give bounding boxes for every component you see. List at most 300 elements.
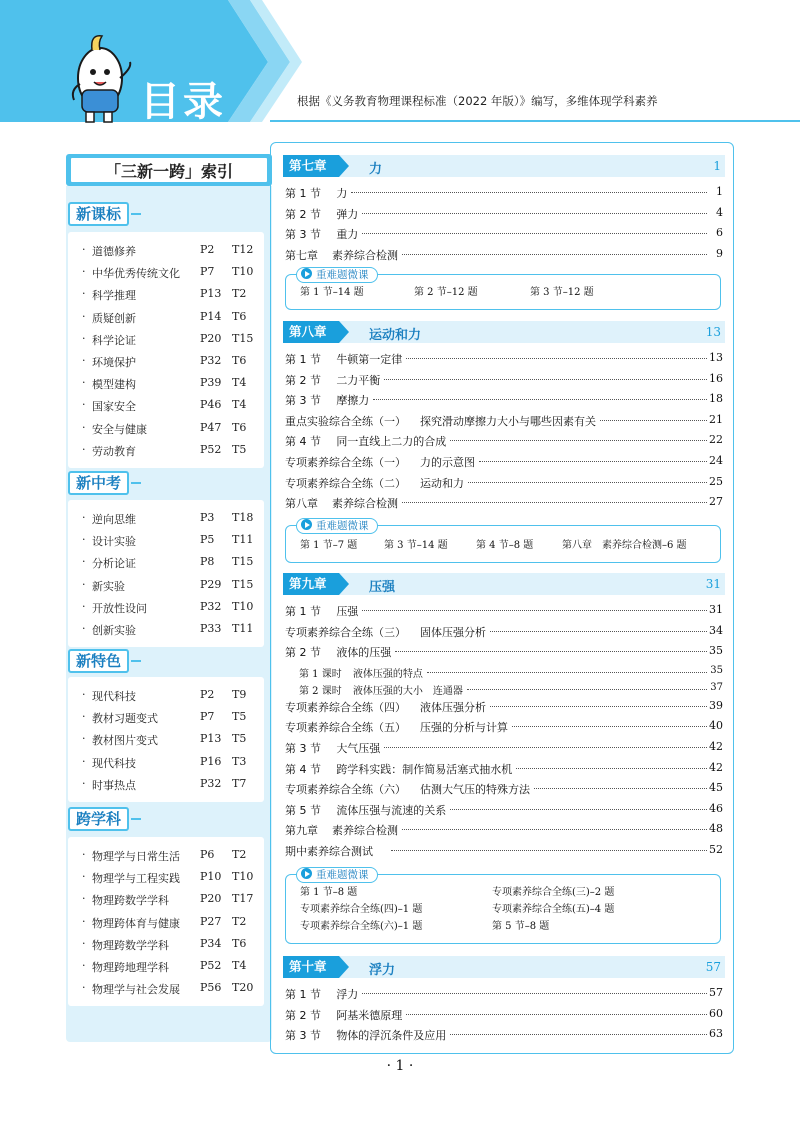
bullet-icon: · bbox=[82, 442, 86, 456]
index-item-page: P3 bbox=[200, 511, 215, 524]
index-item-page: P13 bbox=[200, 287, 222, 301]
index-item-name: 设计实验 bbox=[92, 535, 136, 549]
index-item-name: 物理学与工程实践 bbox=[92, 872, 180, 886]
index-item-question: T10 bbox=[232, 265, 254, 279]
index-item[interactable] bbox=[68, 912, 264, 934]
micro-lesson-label: 重难题微课 bbox=[316, 269, 369, 281]
dot-leader bbox=[406, 1014, 707, 1015]
entry-page: 37 bbox=[710, 681, 723, 693]
entry-title: 压强 bbox=[336, 605, 359, 618]
index-item-name: 物理跨地理学科 bbox=[92, 960, 169, 974]
toc-subentry[interactable] bbox=[285, 680, 725, 698]
index-item-page: P8 bbox=[200, 555, 215, 569]
index-item-name: 环境保护 bbox=[92, 355, 136, 369]
index-item-name: 创新实验 bbox=[92, 623, 136, 637]
index-category-list bbox=[68, 232, 264, 468]
index-item-question: T3 bbox=[232, 754, 247, 768]
dot-leader bbox=[402, 254, 707, 255]
toc-entry[interactable] bbox=[285, 800, 725, 818]
entry-label: 第 3 节 bbox=[285, 394, 321, 408]
index-item-question: T5 bbox=[232, 442, 247, 456]
entry-title: 同一直线上二力的合成 bbox=[336, 435, 447, 449]
index-item-question: T6 bbox=[232, 420, 247, 434]
toc-subentry[interactable] bbox=[285, 663, 725, 681]
index-item-question: T10 bbox=[232, 599, 254, 613]
entry-page: 6 bbox=[716, 226, 723, 240]
index-item-question: T5 bbox=[232, 710, 247, 724]
table-of-contents bbox=[270, 142, 734, 1054]
index-item-question: T4 bbox=[232, 376, 247, 390]
index-item[interactable] bbox=[68, 752, 264, 774]
index-item-name: 新实验 bbox=[92, 579, 125, 593]
entry-page: 42 bbox=[709, 740, 723, 753]
index-item-page: P52 bbox=[200, 442, 222, 456]
index-item[interactable] bbox=[68, 351, 264, 373]
index-item-page: P20 bbox=[200, 892, 222, 906]
index-item[interactable] bbox=[68, 307, 264, 329]
index-item-page: P14 bbox=[200, 309, 222, 323]
index-item-question: T15 bbox=[232, 555, 254, 569]
index-item-page: P33 bbox=[200, 621, 222, 635]
chapter-title: 压强 bbox=[369, 580, 396, 595]
index-item-question: T11 bbox=[232, 533, 254, 547]
bullet-icon: · bbox=[82, 420, 86, 434]
dot-leader bbox=[600, 420, 707, 421]
bullet-icon: · bbox=[82, 533, 86, 547]
index-item[interactable] bbox=[68, 284, 264, 306]
index-item-page: P47 bbox=[200, 420, 222, 434]
index-item[interactable] bbox=[68, 552, 264, 574]
index-item[interactable] bbox=[68, 845, 264, 867]
entry-title: 压强的分析与计算 bbox=[419, 721, 508, 735]
index-item-question: T11 bbox=[232, 621, 254, 635]
dot-leader bbox=[512, 726, 707, 727]
index-category-list bbox=[68, 500, 264, 647]
entry-title: 液体压强的大小 连通器 bbox=[352, 685, 463, 697]
dot-leader bbox=[406, 358, 707, 359]
index-item-name: 现代科技 bbox=[92, 690, 136, 703]
index-item-page: P7 bbox=[200, 265, 215, 279]
index-item[interactable] bbox=[68, 329, 264, 351]
dot-leader bbox=[402, 502, 707, 503]
micro-lesson-item[interactable]: 第 4 节–8 题 bbox=[476, 540, 534, 551]
toc-entry[interactable] bbox=[285, 622, 725, 640]
entry-label: 第 2 节 bbox=[285, 646, 321, 660]
entry-page: 42 bbox=[709, 760, 723, 774]
play-icon bbox=[301, 268, 312, 279]
entry-page: 45 bbox=[709, 781, 723, 795]
index-item-name: 科学推理 bbox=[92, 289, 136, 303]
entry-page: 31 bbox=[709, 603, 723, 616]
chapter-number: 第十章 bbox=[283, 956, 339, 978]
chapter-number: 第九章 bbox=[283, 573, 339, 595]
index-item-question: T15 bbox=[232, 577, 254, 591]
entry-page: 9 bbox=[716, 246, 723, 260]
index-item-question: T2 bbox=[232, 287, 247, 301]
chapter-page: 31 bbox=[705, 577, 721, 591]
index-item[interactable] bbox=[68, 934, 264, 956]
dot-leader bbox=[351, 192, 707, 193]
entry-title: 牛顿第一定律 bbox=[336, 353, 403, 366]
index-item[interactable] bbox=[68, 262, 264, 284]
index-item-name: 中华优秀传统文化 bbox=[92, 267, 180, 281]
chapter-title: 运动和力 bbox=[369, 328, 422, 343]
index-item[interactable] bbox=[68, 395, 264, 417]
entry-page: 18 bbox=[709, 392, 723, 406]
chapter-number: 第八章 bbox=[283, 321, 339, 343]
dot-leader bbox=[362, 610, 707, 611]
entry-label: 第八章 bbox=[285, 497, 318, 511]
entry-title: 素养综合检测 bbox=[331, 824, 398, 838]
index-item-page: P27 bbox=[200, 914, 222, 928]
bullet-icon: · bbox=[82, 309, 86, 323]
micro-lesson-item[interactable]: 专项素养综合全练(五)–4 题 bbox=[492, 904, 615, 915]
dot-leader bbox=[534, 788, 707, 789]
toc-entry[interactable] bbox=[285, 717, 725, 735]
toc-entry[interactable] bbox=[285, 1005, 725, 1023]
index-item-page: P39 bbox=[200, 376, 222, 390]
entry-label: 期中素养综合测试 bbox=[285, 845, 373, 858]
entry-label: 第九章 bbox=[285, 824, 318, 838]
entry-title: 浮力 bbox=[336, 988, 359, 1001]
micro-lesson-label: 重难题微课 bbox=[316, 869, 369, 881]
index-item-name: 国家安全 bbox=[92, 400, 136, 414]
entry-title: 液体压强分析 bbox=[419, 700, 486, 714]
entry-label: 第 3 节 bbox=[285, 228, 321, 242]
entry-page: 25 bbox=[709, 474, 723, 488]
micro-lesson-item[interactable]: 专项素养综合全练(三)–2 题 bbox=[492, 887, 615, 898]
entry-title: 液体压强的特点 bbox=[352, 668, 423, 680]
entry-label: 第 1 节 bbox=[285, 353, 321, 366]
index-item-question: T6 bbox=[232, 353, 247, 367]
toc-entry[interactable] bbox=[285, 224, 725, 242]
entry-title: 力的示意图 bbox=[419, 456, 475, 469]
micro-lesson-box bbox=[285, 869, 721, 944]
index-item-question: T7 bbox=[232, 776, 247, 790]
toc-entry[interactable] bbox=[285, 245, 725, 263]
index-item[interactable] bbox=[68, 867, 264, 889]
entry-page: 27 bbox=[709, 495, 723, 509]
micro-lesson-item[interactable]: 第 1 节–8 题 bbox=[300, 887, 358, 898]
bullet-icon: · bbox=[82, 511, 86, 524]
index-item[interactable] bbox=[68, 418, 264, 440]
index-item[interactable] bbox=[68, 530, 264, 552]
toc-entry[interactable] bbox=[285, 370, 725, 388]
index-item-name: 物理跨数学学科 bbox=[92, 894, 169, 908]
micro-lesson-item[interactable]: 专项素养综合全练(六)–1 题 bbox=[300, 921, 423, 932]
micro-lesson-tag[interactable] bbox=[296, 267, 378, 283]
index-item-page: P5 bbox=[200, 533, 215, 547]
micro-lesson-item[interactable]: 第 2 节–12 题 bbox=[414, 287, 478, 298]
index-item-page: P32 bbox=[200, 599, 222, 613]
toc-entry[interactable] bbox=[285, 183, 725, 201]
bullet-icon: · bbox=[82, 710, 86, 724]
entry-title: 物体的浮沉条件及应用 bbox=[336, 1029, 447, 1043]
entry-label: 第 3 节 bbox=[285, 742, 321, 755]
dot-leader bbox=[516, 768, 707, 769]
bullet-icon: · bbox=[82, 577, 86, 591]
chapter-number: 第七章 bbox=[283, 155, 339, 177]
entry-title: 运动和力 bbox=[419, 476, 464, 490]
entry-page: 35 bbox=[710, 664, 723, 676]
index-item[interactable] bbox=[68, 707, 264, 729]
micro-lesson-item[interactable]: 第 1 节–7 题 bbox=[300, 540, 358, 551]
index-category-tag: 新课标 bbox=[68, 202, 129, 226]
page-header bbox=[0, 0, 800, 125]
entry-label: 第 4 节 bbox=[285, 435, 321, 449]
entry-page: 52 bbox=[709, 843, 723, 856]
entry-page: 57 bbox=[709, 986, 723, 999]
micro-lesson-box bbox=[285, 269, 721, 310]
entry-page: 1 bbox=[716, 185, 723, 198]
entry-label: 专项素养综合全练（三） bbox=[285, 625, 406, 639]
index-item-page: P10 bbox=[200, 870, 222, 884]
entry-page: 24 bbox=[709, 454, 723, 467]
entry-label: 专项素养综合全练（一） bbox=[285, 456, 406, 469]
index-item[interactable] bbox=[68, 619, 264, 641]
index-category-tag: 新特色 bbox=[68, 649, 129, 673]
dot-leader bbox=[384, 379, 707, 380]
sidebar-title-box bbox=[66, 154, 272, 186]
play-icon bbox=[301, 868, 312, 879]
micro-lesson-item[interactable]: 第八章 素养综合检测–6 题 bbox=[562, 540, 687, 551]
index-item-name: 物理跨数学学科 bbox=[92, 938, 169, 952]
entry-title: 摩擦力 bbox=[336, 394, 370, 408]
dot-leader bbox=[384, 747, 707, 748]
dot-leader bbox=[479, 461, 707, 462]
index-item[interactable] bbox=[68, 956, 264, 978]
index-sidebar bbox=[64, 152, 274, 1042]
entry-label: 第 2 节 bbox=[285, 1008, 321, 1022]
index-item-page: P13 bbox=[200, 732, 222, 746]
entry-label: 重点实验综合全练（一） bbox=[285, 414, 406, 428]
index-item-page: P16 bbox=[200, 754, 222, 768]
entry-page: 63 bbox=[709, 1027, 723, 1041]
entry-label: 第 5 节 bbox=[285, 803, 321, 817]
entry-label: 第 2 节 bbox=[285, 373, 321, 387]
index-item[interactable] bbox=[68, 729, 264, 751]
index-item-name: 现代科技 bbox=[92, 756, 136, 770]
index-item-page: P56 bbox=[200, 981, 222, 995]
entry-page: 16 bbox=[709, 371, 723, 385]
dot-leader bbox=[490, 706, 707, 707]
entry-label: 第 3 节 bbox=[285, 1029, 321, 1043]
index-item[interactable] bbox=[68, 597, 264, 619]
toc-entry[interactable] bbox=[285, 390, 725, 408]
bullet-icon: · bbox=[82, 936, 86, 950]
index-item-name: 时事热点 bbox=[92, 778, 136, 792]
index-item-page: P34 bbox=[200, 936, 222, 950]
entry-page: 21 bbox=[709, 412, 723, 426]
micro-lesson-tag[interactable] bbox=[296, 867, 378, 883]
micro-lesson-box bbox=[285, 520, 721, 563]
bullet-icon: · bbox=[82, 981, 86, 995]
toc-entry[interactable] bbox=[285, 473, 725, 491]
toc-entry[interactable] bbox=[285, 493, 725, 511]
entry-title: 重力 bbox=[336, 228, 359, 242]
index-item[interactable] bbox=[68, 575, 264, 597]
toc-entry[interactable] bbox=[285, 738, 725, 756]
chapter-header[interactable] bbox=[283, 155, 725, 177]
index-item[interactable] bbox=[68, 373, 264, 395]
bullet-icon: · bbox=[82, 265, 86, 279]
index-item[interactable] bbox=[68, 440, 264, 462]
sidebar-title: 「三新一跨」索引 bbox=[104, 162, 233, 181]
toc-entry[interactable] bbox=[285, 349, 725, 367]
index-category-tag: 跨学科 bbox=[68, 807, 129, 831]
index-item-name: 开放性设问 bbox=[92, 601, 147, 615]
index-item-page: P52 bbox=[200, 958, 222, 972]
toc-entry[interactable] bbox=[285, 1025, 725, 1043]
dot-leader bbox=[362, 233, 707, 234]
micro-lesson-item[interactable]: 第 3 节–12 题 bbox=[530, 287, 594, 298]
micro-lesson-item[interactable]: 第 3 节–14 题 bbox=[384, 540, 448, 551]
chapter-header[interactable] bbox=[283, 321, 725, 343]
toc-entry[interactable] bbox=[285, 642, 725, 660]
bullet-icon: · bbox=[82, 892, 86, 906]
entry-title: 液体的压强 bbox=[336, 646, 392, 660]
entry-label: 专项素养综合全练（六） bbox=[285, 783, 406, 797]
index-item-name: 逆向思维 bbox=[92, 513, 136, 526]
index-item-name: 物理学与社会发展 bbox=[92, 983, 180, 997]
bullet-icon: · bbox=[82, 754, 86, 768]
index-item-page: P46 bbox=[200, 398, 222, 412]
entry-title: 估测大气压的特殊方法 bbox=[419, 783, 530, 797]
entry-label: 第 2 节 bbox=[285, 207, 321, 221]
dot-leader bbox=[402, 829, 707, 830]
bullet-icon: · bbox=[82, 331, 86, 345]
dot-leader bbox=[450, 1034, 707, 1035]
entry-label: 第 1 节 bbox=[285, 605, 321, 618]
index-item[interactable] bbox=[68, 508, 264, 530]
dot-leader bbox=[450, 440, 707, 441]
bullet-icon: · bbox=[82, 398, 86, 412]
index-item-name: 教材图片变式 bbox=[92, 734, 158, 748]
entry-label: 专项素养综合全练（五） bbox=[285, 721, 406, 735]
bullet-icon: · bbox=[82, 376, 86, 390]
bullet-icon: · bbox=[82, 914, 86, 928]
dot-leader bbox=[467, 689, 707, 690]
entry-label: 第 1 节 bbox=[285, 187, 321, 200]
index-item-question: T6 bbox=[232, 309, 247, 323]
play-icon bbox=[301, 519, 312, 530]
index-item-question: T20 bbox=[232, 981, 254, 995]
entry-page: 46 bbox=[709, 801, 723, 815]
entry-page: 35 bbox=[709, 644, 723, 658]
bullet-icon: · bbox=[82, 870, 86, 884]
bullet-icon: · bbox=[82, 958, 86, 972]
entry-title: 素养综合检测 bbox=[331, 248, 398, 262]
dot-leader bbox=[362, 993, 707, 994]
bullet-icon: · bbox=[82, 848, 86, 861]
entry-label: 专项素养综合全练（二） bbox=[285, 476, 406, 490]
index-item[interactable] bbox=[68, 685, 264, 707]
index-item-question: T4 bbox=[232, 398, 247, 412]
index-item-name: 模型建构 bbox=[92, 378, 136, 392]
index-item-question: T10 bbox=[232, 870, 254, 884]
entry-page: 39 bbox=[709, 698, 723, 712]
chapter-header[interactable] bbox=[283, 573, 725, 595]
index-item-name: 劳动教育 bbox=[92, 444, 136, 458]
dot-leader bbox=[391, 850, 707, 851]
toc-entry[interactable] bbox=[285, 411, 725, 429]
index-item-page: P32 bbox=[200, 776, 222, 790]
index-item[interactable] bbox=[68, 889, 264, 911]
toc-entry[interactable] bbox=[285, 759, 725, 777]
bullet-icon: · bbox=[82, 243, 86, 256]
bullet-icon: · bbox=[82, 732, 86, 746]
index-item-question: T2 bbox=[232, 848, 247, 861]
entry-label: 第 1 课时 bbox=[299, 668, 342, 680]
bullet-icon: · bbox=[82, 287, 86, 301]
toc-entry[interactable] bbox=[285, 452, 725, 470]
entry-page: 22 bbox=[709, 433, 723, 447]
chapter-page: 1 bbox=[713, 159, 721, 173]
bullet-icon: · bbox=[82, 599, 86, 613]
page-subtitle: 根据《义务教育物理课程标准（2022 年版）》编写，多维体现学科素养 bbox=[297, 94, 658, 108]
toc-entry[interactable] bbox=[285, 779, 725, 797]
chapter-header[interactable] bbox=[283, 956, 725, 978]
entry-title: 流体压强与流速的关系 bbox=[336, 803, 447, 817]
toc-entry[interactable] bbox=[285, 431, 725, 449]
index-item-question: T17 bbox=[232, 892, 254, 906]
index-item[interactable] bbox=[68, 240, 264, 262]
index-category-tag: 新中考 bbox=[68, 471, 129, 495]
micro-lesson-item[interactable]: 专项素养综合全练(四)–1 题 bbox=[300, 904, 423, 915]
index-item-question: T15 bbox=[232, 331, 254, 345]
toc-entry[interactable] bbox=[285, 601, 725, 619]
micro-lesson-item[interactable]: 第 1 节–14 题 bbox=[300, 287, 364, 298]
entry-page: 34 bbox=[709, 623, 723, 637]
index-item-page: P29 bbox=[200, 577, 222, 591]
index-item-question: T6 bbox=[232, 936, 247, 950]
index-item-page: P20 bbox=[200, 331, 222, 345]
entry-page: 48 bbox=[709, 822, 723, 836]
index-item[interactable] bbox=[68, 978, 264, 1000]
entry-title: 素养综合检测 bbox=[331, 497, 398, 511]
entry-title: 跨学科实践：制作简易活塞式抽水机 bbox=[336, 762, 513, 776]
index-category-list bbox=[68, 837, 264, 1006]
chapter-page: 13 bbox=[705, 325, 721, 339]
dot-leader bbox=[450, 809, 707, 810]
dot-leader bbox=[490, 631, 707, 632]
index-item[interactable] bbox=[68, 774, 264, 796]
dot-leader bbox=[468, 482, 707, 483]
entry-label: 第 4 节 bbox=[285, 762, 321, 776]
micro-lesson-tag[interactable] bbox=[296, 518, 378, 534]
micro-lesson-item[interactable]: 第 5 节–8 题 bbox=[492, 921, 550, 932]
toc-entry[interactable] bbox=[285, 697, 725, 715]
toc-entry[interactable] bbox=[285, 841, 725, 859]
entry-label: 第七章 bbox=[285, 248, 318, 262]
toc-entry[interactable] bbox=[285, 820, 725, 838]
index-item-name: 教材习题变式 bbox=[92, 712, 158, 726]
page-number: · 1 · bbox=[386, 1058, 414, 1074]
chapter-page: 57 bbox=[705, 960, 721, 974]
index-item-page: P6 bbox=[200, 848, 215, 861]
index-item-question: T5 bbox=[232, 732, 247, 746]
toc-entry[interactable] bbox=[285, 984, 725, 1002]
entry-page: 4 bbox=[716, 205, 723, 219]
index-item-name: 物理学与日常生活 bbox=[92, 850, 180, 863]
toc-entry[interactable] bbox=[285, 204, 725, 222]
entry-label: 第 2 课时 bbox=[299, 685, 342, 697]
micro-lesson-label: 重难题微课 bbox=[316, 520, 369, 532]
index-item-page: P7 bbox=[200, 710, 215, 724]
index-item-question: T12 bbox=[232, 243, 254, 256]
index-item-question: T18 bbox=[232, 511, 254, 524]
bullet-icon: · bbox=[82, 688, 86, 701]
